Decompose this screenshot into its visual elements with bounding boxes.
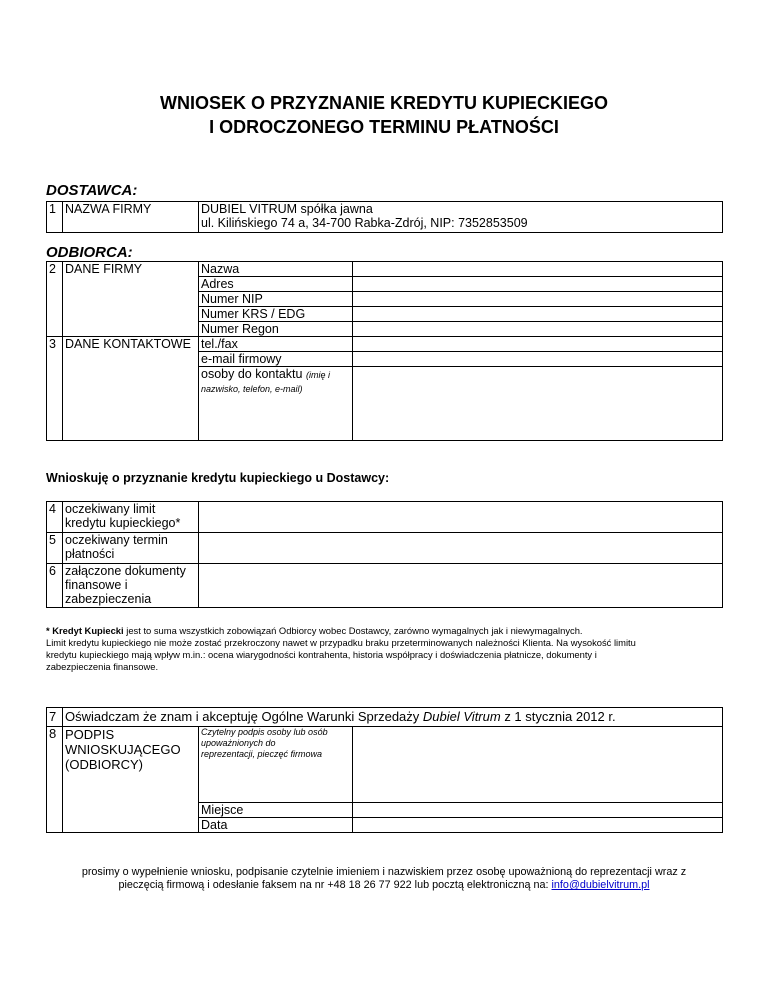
place-label: Miejsce xyxy=(199,803,353,818)
date-label: Data xyxy=(199,818,353,833)
signature-input[interactable] xyxy=(353,727,723,803)
field-label-name: Nazwa xyxy=(199,262,353,277)
recipient-table xyxy=(46,261,723,441)
footnote xyxy=(46,625,726,673)
footnote-line3: kredytu kupieckiego mają wpływ m.in.: ocena wiarygodności kontrahenta, historia współpracy i doświadczenia płatnicze, dokumenty i xyxy=(46,649,597,660)
payment-term-input[interactable] xyxy=(199,533,723,564)
field-label-email: e-mail firmowy xyxy=(199,352,353,367)
field-label-krs: Numer KRS / EDG xyxy=(199,307,353,322)
field-label-regon: Numer Regon xyxy=(199,322,353,337)
request-intro: Wnioskuję o przyznanie kredytu kupieckiego u Dostawcy: xyxy=(46,471,390,485)
supplier-heading: DOSTAWCA: xyxy=(46,182,138,199)
field-label-address: Adres xyxy=(199,277,353,292)
payment-term-label: oczekiwany termin płatności xyxy=(63,533,199,564)
page-title-line2: I ODROCZONEGO TERMINU PŁATNOŚCI xyxy=(209,117,559,137)
signature-hint: Czytelny podpis osoby lub osób upoważnionych do reprezentacji, pieczęć firmowa xyxy=(199,727,353,803)
request-row-num-6: 6 xyxy=(47,564,63,608)
supplier-label: NAZWA FIRMY xyxy=(63,202,199,233)
bottom-line2: pieczęcią firmową i odesłanie faksem na nr +48 18 26 77 922 lub pocztą elektroniczną na: info@dubielvitrum.pl xyxy=(118,879,650,891)
supplier-table xyxy=(46,201,723,233)
credit-limit-input[interactable] xyxy=(199,502,723,533)
recipient-row-num-2: 2 xyxy=(47,262,63,277)
declaration-table xyxy=(46,707,723,833)
request-row-num-5: 5 xyxy=(47,533,63,564)
attached-documents-label: załączone dokumenty finansowe i zabezpieczenia xyxy=(63,564,199,608)
name-input[interactable] xyxy=(353,262,723,277)
nip-input[interactable] xyxy=(353,292,723,307)
page-title-line1: WNIOSEK O PRZYZNANIE KREDYTU KUPIECKIEGO xyxy=(159,93,609,113)
regon-input[interactable] xyxy=(353,322,723,337)
supplier-name: DUBIEL VITRUM spółka jawna xyxy=(201,202,373,216)
request-table xyxy=(46,501,723,608)
attached-documents-input[interactable] xyxy=(199,564,723,608)
supplier-value xyxy=(199,202,723,233)
recipient-heading: ODBIORCA: xyxy=(46,244,133,261)
email-link[interactable]: info@dubielvitrum.pl xyxy=(551,879,650,891)
recipient-label-company: DANE FIRMY xyxy=(63,262,199,277)
telfax-input[interactable] xyxy=(353,337,723,352)
declaration-row-num-7: 7 xyxy=(47,708,63,727)
field-label-contact: osoby do kontaktu (imię i nazwisko, telefon, e-mail) xyxy=(199,367,353,441)
footnote-line4: zabezpieczenia finansowe. xyxy=(46,661,159,672)
place-input[interactable] xyxy=(353,803,723,818)
recipient-label-contact: DANE KONTAKTOWE xyxy=(63,337,199,352)
field-label-nip: Numer NIP xyxy=(199,292,353,307)
supplier-row-num: 1 xyxy=(47,202,63,233)
date-input[interactable] xyxy=(353,818,723,833)
declaration-text: Oświadczam że znam i akceptuję Ogólne Warunki Sprzedaży Dubiel Vitrum z 1 stycznia 2012 r. xyxy=(63,708,723,727)
request-row-num-4: 4 xyxy=(47,502,63,533)
bottom-instructions xyxy=(0,866,768,892)
krs-input[interactable] xyxy=(353,307,723,322)
supplier-address: ul. Kilińskiego 74 a, 34-700 Rabka-Zdrój, NIP: 7352853509 xyxy=(201,216,528,230)
contact-persons-input[interactable] xyxy=(353,367,723,441)
bottom-line1: prosimy o wypełnienie wniosku, podpisanie czytelnie imieniem i nazwiskiem przez osobę upoważnioną do reprezentacji wraz z xyxy=(81,866,687,878)
field-label-telfax: tel./fax xyxy=(199,337,353,352)
credit-limit-label: oczekiwany limit kredytu kupieckiego* xyxy=(63,502,199,533)
footnote-line1: * Kredyt Kupiecki jest to suma wszystkich zobowiązań Odbiorcy wobec Dostawcy, zarówno wymagalnych jak i niewymagalnych. xyxy=(46,625,583,636)
footnote-line2: Limit kredytu kupieckiego nie może zostać przekroczony nawet w przypadku braku przeterminowanych należności Klienta. Na wysokość limitu xyxy=(46,637,636,648)
address-input[interactable] xyxy=(353,277,723,292)
declaration-row-num-8: 8 xyxy=(47,727,63,803)
email-input[interactable] xyxy=(353,352,723,367)
recipient-row-num-3: 3 xyxy=(47,337,63,352)
signature-label: PODPIS WNIOSKUJĄCEGO (ODBIORCY) xyxy=(63,727,199,803)
